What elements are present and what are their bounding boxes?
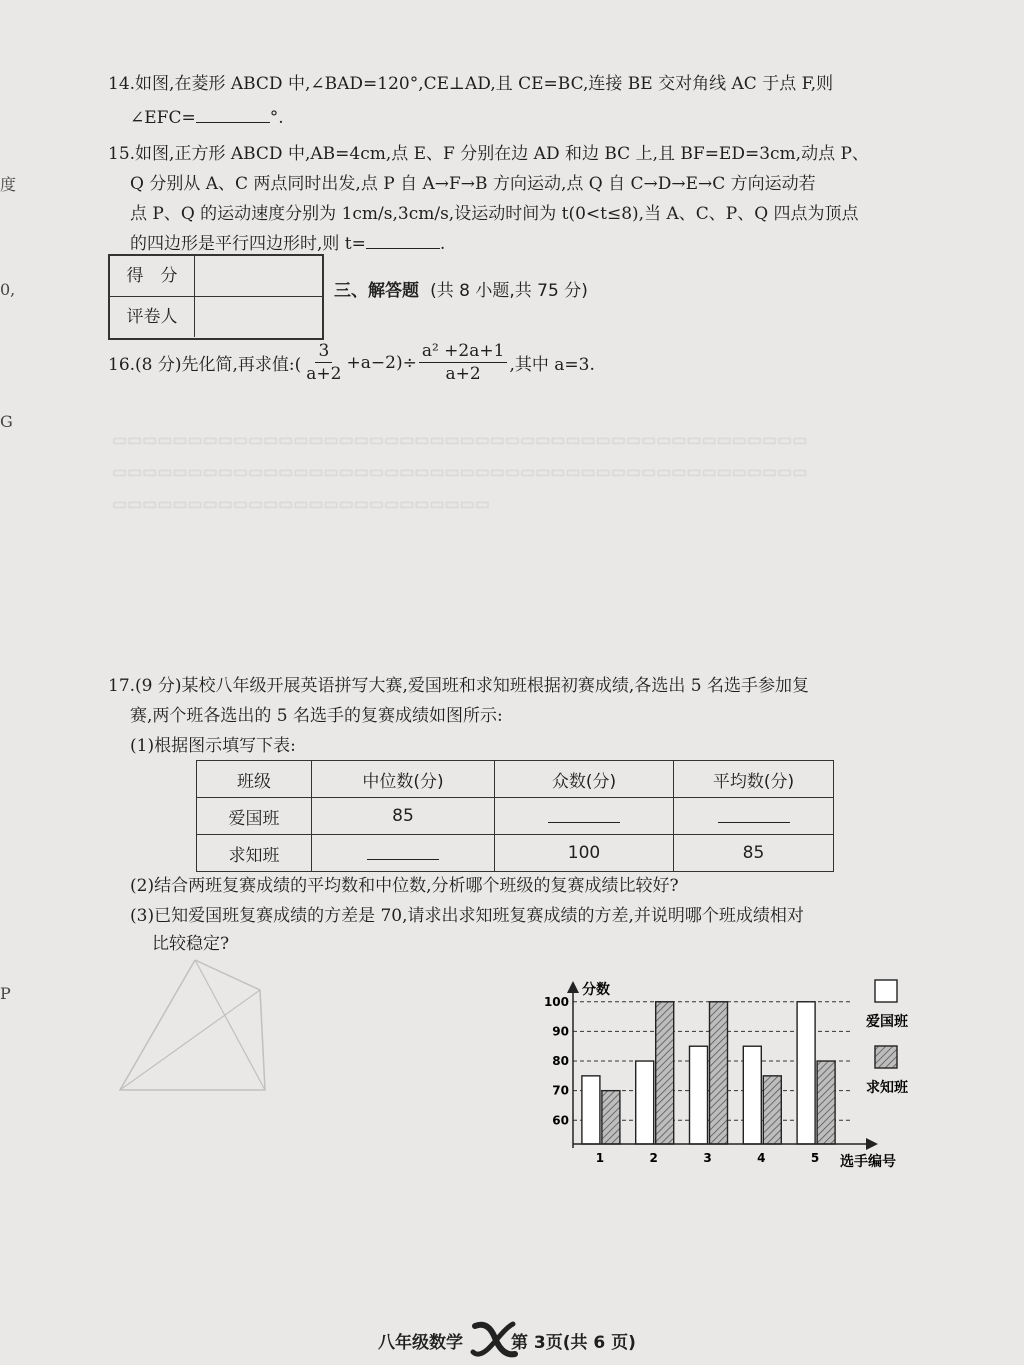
chart-legend (865, 980, 909, 1096)
footer-page-number: 第 3页(共 6 页) (511, 1332, 636, 1353)
score-row (110, 256, 322, 297)
edge-fragment: 0, (0, 280, 16, 299)
answer-blank[interactable] (548, 804, 620, 823)
bar-qiuzhi-4 (763, 1076, 781, 1144)
bar-qiuzhi-5 (817, 1061, 835, 1144)
section3-title: 三、解答题 (334, 281, 419, 301)
q17-part3-line2: 比较稳定? (152, 934, 230, 954)
q15-answer-blank[interactable] (366, 230, 440, 249)
q17-part3-line1: (3)已知爱国班复赛成绩的方差是 70,请求出求知班复赛成绩的方差,并说明哪个班成绩相对 (130, 906, 804, 926)
x-tick-label: 4 (757, 1151, 766, 1165)
y-tick-label: 80 (552, 1054, 569, 1069)
table-header: 众数(分) (495, 761, 674, 798)
x-tick-label: 3 (703, 1151, 712, 1165)
table-cell: 爱国班 (197, 798, 312, 835)
table-header: 平均数(分) (674, 761, 834, 798)
q15-line3: 点 P、Q 的运动速度分别为 1cm/s,3cm/s,设运动时间为 t(0<t≤8),当 A、C、P、Q 四点为顶点 (130, 204, 859, 224)
y-tick-label: 90 (552, 1024, 569, 1039)
bar-aiguo-5 (797, 1002, 815, 1144)
table-cell: 85 (674, 835, 834, 872)
y-tick-label: 60 (552, 1113, 569, 1128)
table-cell: 求知班 (197, 835, 312, 872)
q16-fraction-1 (303, 340, 344, 385)
x-tick-label: 2 (649, 1151, 658, 1165)
bleed-through-text: ▭▭▭▭▭▭▭▭▭▭▭▭▭▭▭▭▭▭▭▭▭▭▭▭▭▭▭▭▭▭▭▭▭▭▭▭▭▭▭▭▭▭▭▭▭▭ (112, 462, 808, 481)
table-cell-blank[interactable] (495, 798, 674, 835)
y-tick-label: 100 (543, 994, 569, 1009)
q15-line2: Q 分别从 A、C 两点同时出发,点 P 自 A→F→B 方向运动,点 Q 自 C→D→E→C 方向运动若 (130, 174, 816, 194)
fraction-denominator: a+2 (445, 364, 481, 384)
table-cell: 100 (495, 835, 674, 872)
table-cell-blank[interactable] (674, 798, 834, 835)
q17-part1: (1)根据图示填写下表: (130, 736, 296, 756)
score-box (108, 254, 324, 340)
q16-suffix: ,其中 a=3. (509, 355, 595, 375)
table-row (197, 835, 834, 872)
page-footer (378, 1318, 636, 1362)
footer-subject: 八年级数学 (378, 1332, 463, 1353)
fraction-numerator: 3 (315, 340, 332, 363)
table-header-row (197, 761, 834, 798)
table-header: 班级 (197, 761, 312, 798)
y-axis-label: 分数 (582, 982, 610, 998)
bleed-through-text: ▭▭▭▭▭▭▭▭▭▭▭▭▭▭▭▭▭▭▭▭▭▭▭▭▭ (112, 494, 490, 513)
legend-label: 求知班 (866, 1080, 908, 1096)
section3-subtitle: (共 8 小题,共 75 分) (430, 281, 588, 301)
edge-fragment: G (0, 412, 13, 431)
q16-prefix: 16.(8 分)先化简,再求值:( (108, 355, 302, 375)
grader-row (110, 297, 322, 337)
answer-blank[interactable] (367, 841, 439, 860)
bar-aiguo-1 (582, 1076, 600, 1144)
legend-label: 爱国班 (866, 1014, 908, 1030)
q14-prefix: ∠EFC= (130, 108, 196, 128)
x-axis-label: 选手编号 (840, 1154, 896, 1170)
q17-line2: 赛,两个班各选出的 5 名选手的复赛成绩如图所示: (130, 706, 503, 726)
q15-suffix: . (439, 234, 446, 254)
x-tick-label: 1 (595, 1151, 605, 1165)
q14-suffix: °. (269, 108, 284, 128)
bar-qiuzhi-2 (656, 1002, 674, 1144)
q16-middle: +a−2)÷ (346, 352, 417, 373)
score-bar-chart (530, 970, 920, 1170)
q15-prefix: 的四边形是平行四边形时,则 t= (130, 234, 366, 254)
fraction-numerator: a² +2a+1 (419, 340, 508, 363)
q15-line1: 15.如图,正方形 ABCD 中,AB=4cm,点 E、F 分别在边 AD 和边 BC 上,且 BF=ED=3cm,动点 P、 (108, 144, 869, 164)
legend-swatch (875, 980, 897, 1002)
grader-label: 评卷人 (110, 297, 195, 337)
table-cell-blank[interactable] (312, 835, 495, 872)
x-tick-label: 5 (810, 1151, 820, 1165)
bar-aiguo-4 (743, 1046, 761, 1144)
q17-line1: 17.(9 分)某校八年级开展英语拼写大赛,爱国班和求知班根据初赛成绩,各选出 5 名选手参加复 (108, 676, 809, 696)
q16-fraction-2 (419, 340, 508, 385)
answer-blank[interactable] (718, 804, 790, 823)
q14-line2 (130, 104, 284, 132)
q14-answer-blank[interactable] (196, 104, 270, 123)
bar-aiguo-2 (636, 1061, 654, 1144)
q16-expression (108, 340, 595, 385)
bleed-through-text: ▭▭▭▭▭▭▭▭▭▭▭▭▭▭▭▭▭▭▭▭▭▭▭▭▭▭▭▭▭▭▭▭▭▭▭▭▭▭▭▭▭▭▭▭▭▭ (112, 430, 808, 449)
q14-line1: 14.如图,在菱形 ABCD 中,∠BAD=120°,CE⊥AD,且 CE=BC,连接 BE 交对角线 AC 于点 F,则 (108, 74, 834, 94)
bar-qiuzhi-3 (710, 1002, 728, 1144)
score-label: 得 分 (110, 256, 195, 296)
faint-geometry-sketch (110, 950, 280, 1100)
chart-bars (582, 1002, 835, 1144)
table-cell: 85 (312, 798, 495, 835)
legend-swatch (875, 1046, 897, 1068)
q17-part2: (2)结合两班复赛成绩的平均数和中位数,分析哪个班级的复赛成绩比较好? (130, 876, 679, 896)
results-table (196, 760, 834, 872)
y-tick-label: 70 (552, 1083, 569, 1098)
table-row (197, 798, 834, 835)
edge-fragment: P (0, 984, 11, 1003)
table-header: 中位数(分) (312, 761, 495, 798)
bar-aiguo-3 (690, 1046, 708, 1144)
bar-qiuzhi-1 (602, 1091, 620, 1144)
section3-heading (334, 276, 588, 301)
edge-fragment: 度 (0, 175, 17, 194)
fraction-denominator: a+2 (306, 364, 342, 384)
